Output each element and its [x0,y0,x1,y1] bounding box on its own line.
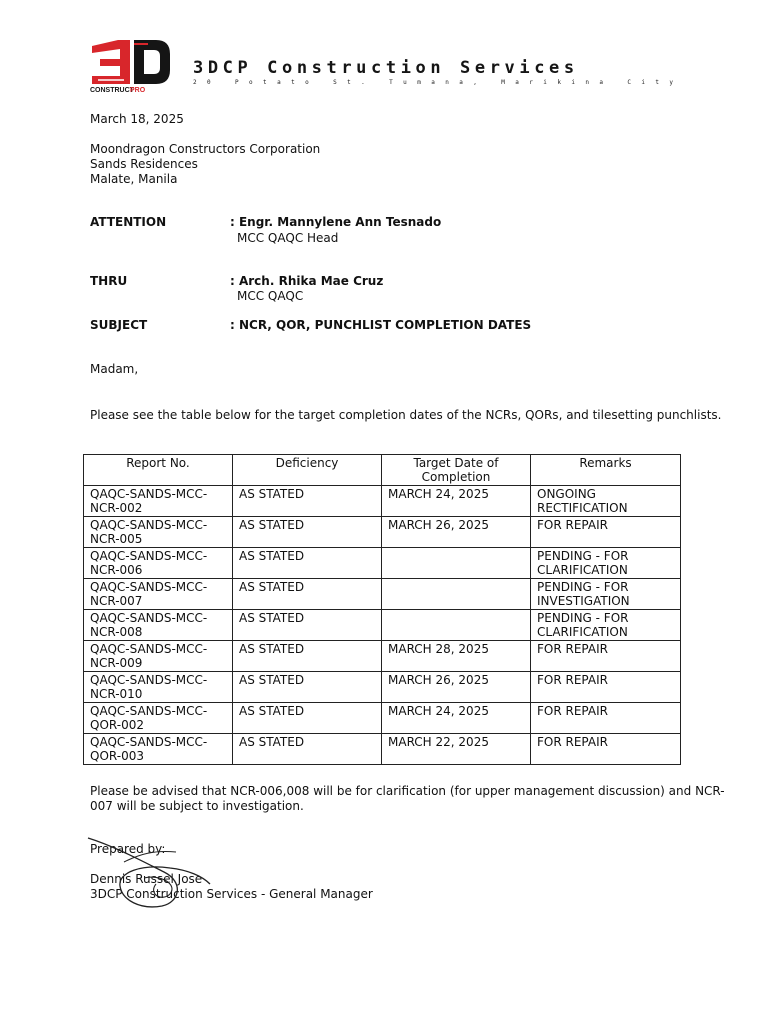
cell-report-no: QAQC-SANDS-MCC-NCR-002 [84,486,233,517]
cell-target-date [382,579,531,610]
header-remarks: Remarks [531,455,681,486]
table-row [84,672,681,703]
completion-dates-table [83,454,681,765]
table-row [84,486,681,517]
cell-remarks: PENDING - FOR CLARIFICATION [531,610,681,641]
attention-title: MCC QAQC Head [237,231,339,245]
table-row [84,734,681,765]
salutation: Madam, [90,362,139,376]
cell-remarks: FOR REPAIR [531,734,681,765]
cell-report-no: QAQC-SANDS-MCC-NCR-008 [84,610,233,641]
preparer-name: Dennis Russel Jose [90,872,203,886]
cell-target-date [382,610,531,641]
table-row [84,641,681,672]
cell-target-date [382,548,531,579]
cell-report-no: QAQC-SANDS-MCC-NCR-009 [84,641,233,672]
advisory-line-2: 007 will be subject to investigation. [90,799,304,813]
cell-deficiency: AS STATED [233,579,382,610]
cell-remarks: FOR REPAIR [531,517,681,548]
cell-deficiency: AS STATED [233,672,382,703]
cell-remarks: PENDING - FOR CLARIFICATION [531,548,681,579]
cell-remarks: FOR REPAIR [531,641,681,672]
cell-target-date: MARCH 24, 2025 [382,486,531,517]
attention-name: : Engr. Mannylene Ann Tesnado [230,215,442,229]
cell-target-date: MARCH 24, 2025 [382,703,531,734]
table-row [84,548,681,579]
cell-deficiency: AS STATED [233,734,382,765]
svg-text:PRO: PRO [130,87,146,94]
cell-report-no: QAQC-SANDS-MCC-QOR-002 [84,703,233,734]
cell-target-date: MARCH 26, 2025 [382,672,531,703]
thru-label: THRU [90,274,128,288]
cell-remarks: FOR REPAIR [531,672,681,703]
prepared-by-label: Prepared by: [90,842,166,856]
cell-report-no: QAQC-SANDS-MCC-NCR-010 [84,672,233,703]
cell-deficiency: AS STATED [233,610,382,641]
letter-date: March 18, 2025 [90,112,184,126]
cell-remarks: ONGOING RECTIFICATION [531,486,681,517]
cell-deficiency: AS STATED [233,548,382,579]
thru-title: MCC QAQC [237,289,304,303]
intro-paragraph: Please see the table below for the target completion dates of the NCRs, QORs, and tilesetting punchlists. [90,408,722,422]
company-name: 3DCP Construction Services [193,58,579,78]
table-header-row [84,455,681,486]
cell-report-no: QAQC-SANDS-MCC-NCR-006 [84,548,233,579]
recipient-project: Sands Residences [90,157,198,171]
advisory-line-1: Please be advised that NCR-006,008 will be for clarification (for upper management discussion) and NCR- [90,784,725,798]
subject-label: SUBJECT [90,318,148,332]
thru-name: : Arch. Rhika Mae Cruz [230,274,384,288]
table-row [84,703,681,734]
company-address: 20 Potato St. Tumana, Marikina City [193,79,684,86]
signature-mark [84,832,224,912]
company-logo [90,38,172,94]
preparer-title: 3DCP Construction Services - General Manager [90,887,373,901]
cell-report-no: QAQC-SANDS-MCC-NCR-007 [84,579,233,610]
table-row [84,579,681,610]
cell-deficiency: AS STATED [233,641,382,672]
table-row [84,517,681,548]
attention-label: ATTENTION [90,215,167,229]
header-report-no: Report No. [84,455,233,486]
subject-text: : NCR, QOR, PUNCHLIST COMPLETION DATES [230,318,532,332]
svg-text:CONSTRUCT: CONSTRUCT [90,87,134,94]
cell-remarks: PENDING - FOR INVESTIGATION [531,579,681,610]
cell-deficiency: AS STATED [233,517,382,548]
cell-deficiency: AS STATED [233,703,382,734]
cell-target-date: MARCH 28, 2025 [382,641,531,672]
recipient-location: Malate, Manila [90,172,178,186]
cell-target-date: MARCH 26, 2025 [382,517,531,548]
header-deficiency: Deficiency [233,455,382,486]
table-row [84,610,681,641]
cell-report-no: QAQC-SANDS-MCC-NCR-005 [84,517,233,548]
cell-report-no: QAQC-SANDS-MCC-QOR-003 [84,734,233,765]
header-target-date: Target Date of Completion [382,455,531,486]
cell-deficiency: AS STATED [233,486,382,517]
cell-target-date: MARCH 22, 2025 [382,734,531,765]
cell-remarks: FOR REPAIR [531,703,681,734]
recipient-company: Moondragon Constructors Corporation [90,142,321,156]
